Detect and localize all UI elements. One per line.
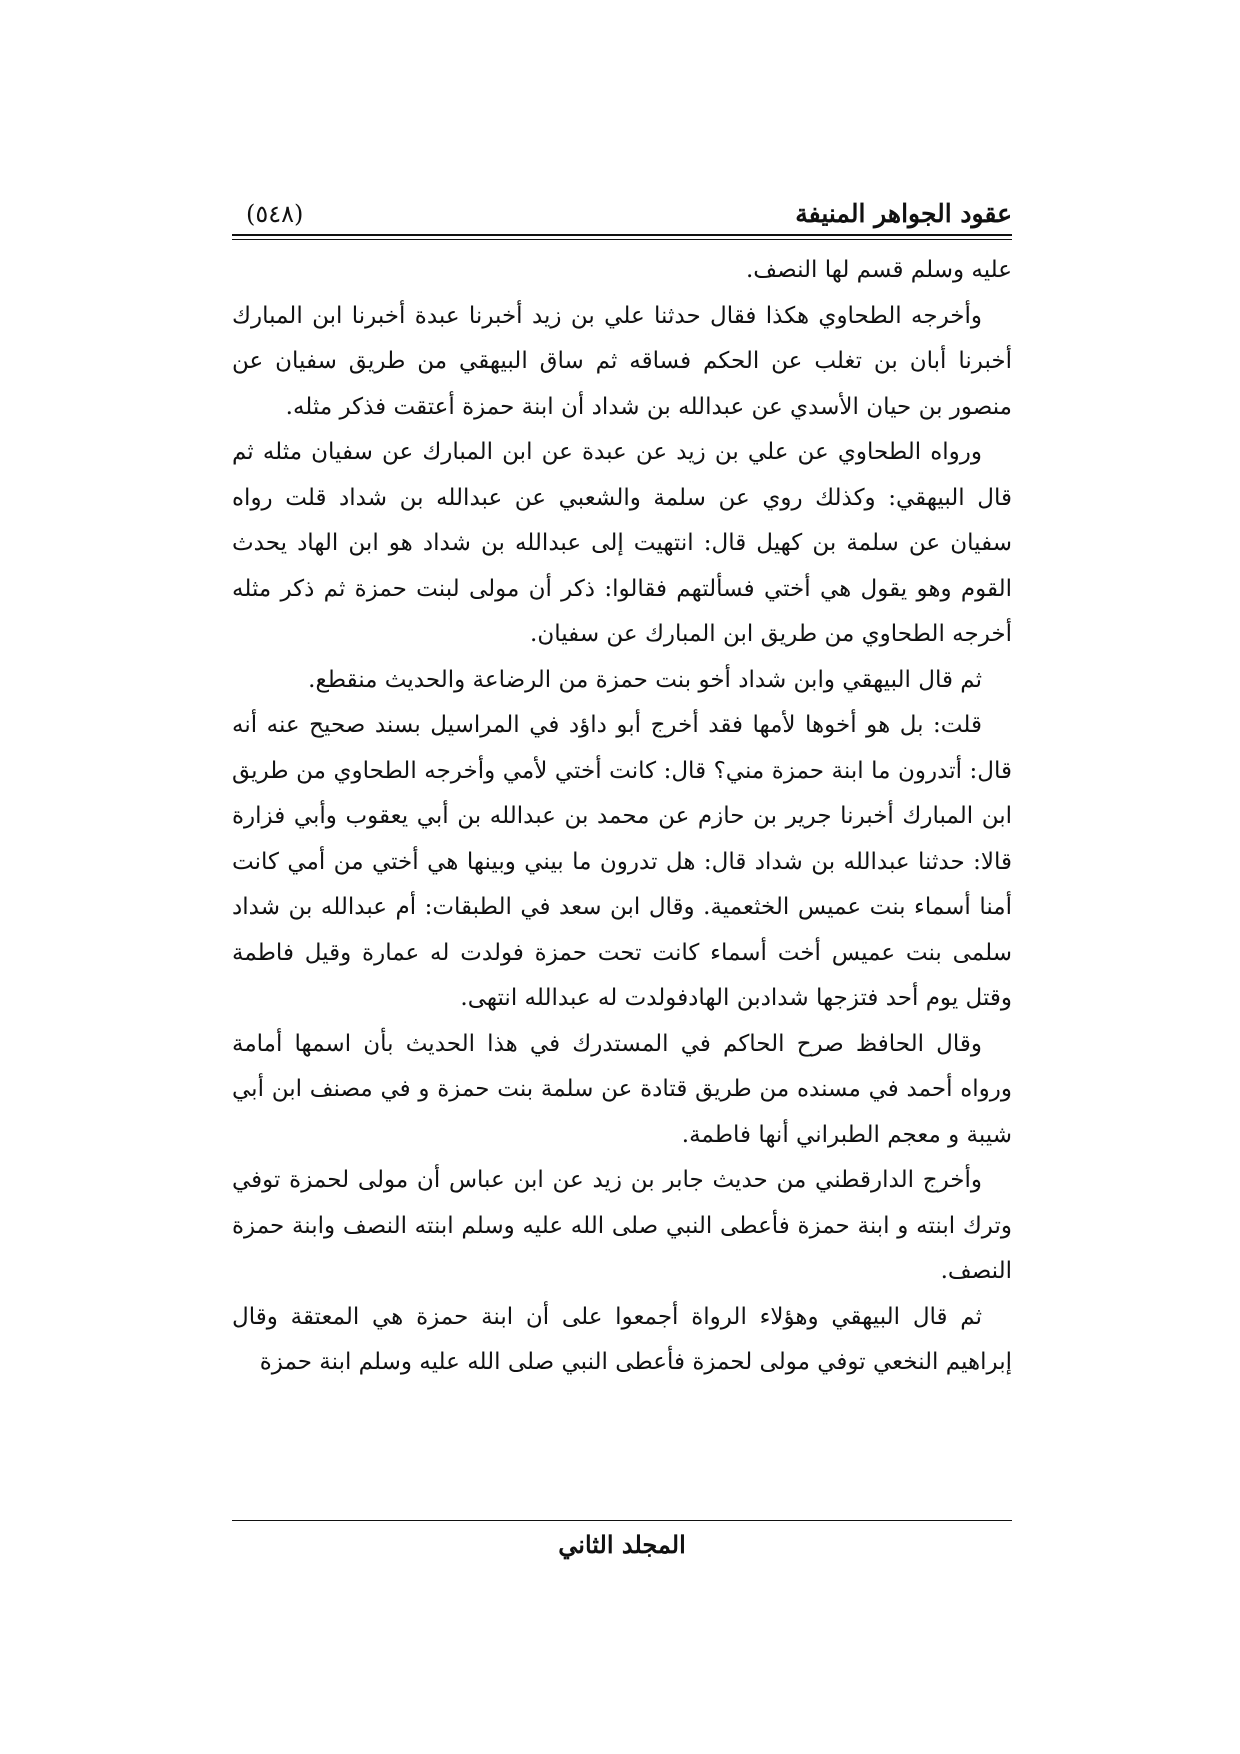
footer-divider xyxy=(232,1520,1012,1521)
paragraph: ورواه الطحاوي عن علي بن زيد عن عبدة عن ابن المبارك عن سفيان مثله ثم قال البيهقي: وكذلك روي عن سلمة والشعبي عن عبدالله بن شداد قلت رواه سفيان عن سلمة بن كهيل قال: انتهيت إلى عبدالله بن شداد هو ابن الهاد يحدث القوم وهو يقول هي أختي فسألتهم فقالوا: ذكر أن مولى لبنت حمزة ثم ذكر مثله أخرجه الطحاوي من طريق ابن المبارك عن سفيان. xyxy=(232,439,1012,647)
paragraph: وأخرج الدارقطني من حديث جابر بن زيد عن ابن عباس أن مولى لحمزة توفي وترك ابنته و ابنة حمزة فأعطى النبي صلى الله عليه وسلم ابنته النصف وابنة حمزة النصف. xyxy=(232,1167,1012,1284)
paragraph: قلت: بل هو أخوها لأمها فقد أخرج أبو داؤد في المراسيل بسند صحيح عنه أنه قال: أتدرون ما ابنة حمزة مني؟ قال: كانت أختي لأمي وأخرجه الطحاوي من طريق ابن المبارك أخبرنا جرير بن حازم عن محمد بن عبدالله بن أبي يعقوب وأبي فزارة قالا: حدثنا عبدالله بن شداد قال: هل تدرون ما بيني وبينها هي أختي من أمي كانت أمنا أسماء بنت عميس الخثعمية. وقال ابن سعد في الطبقات: أم عبدالله بن شداد سلمى بنت عميس أخت أسماء كانت تحت حمزة فولدت له عمارة وقيل فاطمة وقتل يوم أحد فتزجها شدادبن الهادفولدت له عبدالله انتهى. xyxy=(232,712,1012,1011)
paragraph: ثم قال البيهقي وهؤلاء الرواة أجمعوا على أن ابنة حمزة هي المعتقة وقال إبراهيم النخعي توفي مولى لحمزة فأعطى النبي صلى الله عليه وسلم ابنة حمزة xyxy=(232,1303,1012,1375)
volume-label: المجلد الثاني xyxy=(558,1530,686,1559)
book-page xyxy=(232,190,1012,1590)
paragraph: ثم قال البيهقي وابن شداد أخو بنت حمزة من الرضاعة والحديث منقطع. xyxy=(308,666,982,693)
header-divider xyxy=(232,234,1012,240)
book-title: عقود الجواهر المنيفة xyxy=(795,199,1012,228)
page-number: (٥٤٨) xyxy=(246,200,304,228)
paragraph-continuation: عليه وسلم قسم لها النصف. xyxy=(746,257,1012,283)
main-text xyxy=(232,248,1012,1386)
paragraph: وقال الحافظ صرح الحاكم في المستدرك في هذا الحديث بأن اسمها أمامة ورواه أحمد في مسنده من طريق قتادة عن سلمة بنت حمزة و في مصنف ابن أبي شيبة و معجم الطبراني أنها فاطمة. xyxy=(232,1030,1012,1148)
page-header xyxy=(232,190,1012,228)
paragraph: وأخرجه الطحاوي هكذا فقال حدثنا علي بن زيد أخبرنا عبدة أخبرنا ابن المبارك أخبرنا أبان بن تغلب عن الحكم فساقه ثم ساق البيهقي من طريق سفيان عن منصور بن حيان الأسدي عن عبدالله بن شداد أن ابنة حمزة أعتقت فذكر مثله. xyxy=(232,302,1012,420)
